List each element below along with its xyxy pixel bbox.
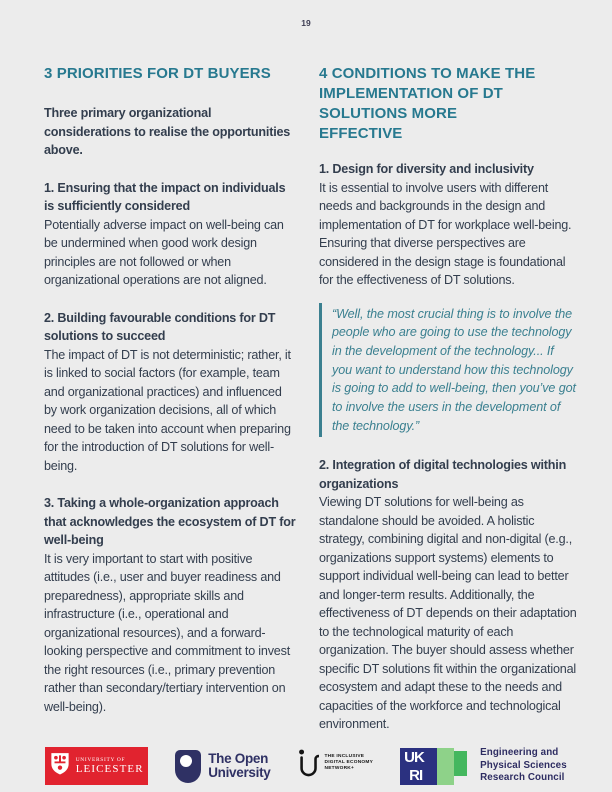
- inclusive-digital-economy-network-logo: [297, 748, 373, 784]
- condition-1-title: 1. Design for diversity and inclusivity: [319, 162, 534, 176]
- priority-3-title: 3. Taking a whole-organization approach that acknowledges the ecosystem of DT for well-being: [44, 496, 296, 547]
- iden-in-glyph-icon: [297, 748, 319, 784]
- leicester-shield-icon: [50, 751, 70, 782]
- partner-logos-bar: [0, 743, 612, 789]
- epsrc-green-bar-dark: [454, 751, 467, 776]
- page-number: 19: [301, 18, 311, 28]
- right-column: [319, 64, 577, 734]
- condition-2-title: 2. Integration of digital technologies within organizations: [319, 458, 567, 491]
- open-university-wordmark: The Open University: [208, 750, 271, 780]
- priority-2-title: 2. Building favourable conditions for DT solutions to succeed: [44, 310, 276, 343]
- university-of-leicester-logo: [45, 747, 148, 785]
- iden-wordmark: THE INCLUSIVE DIGITAL ECONOMY NETWORK+: [324, 754, 374, 771]
- open-university-shield-icon: [175, 750, 201, 783]
- open-university-logo: [175, 750, 270, 783]
- priority-1-body: Potentially adverse impact on well-being can be undermined when good work design principles are not followed or when organizational operations are not aligned.: [44, 217, 284, 287]
- left-column: [44, 64, 297, 734]
- pull-quote: “Well, the most crucial thing is to involve the people who are going to use the technology in the development of the technology... If you want to understand how this technology is going to add to well-being, then you’ve got to involve the users in the development of the technology.”: [319, 303, 577, 438]
- epsrc-green-bar-light: [437, 748, 454, 785]
- priority-1-title: 1. Ensuring that the impact on individuals is sufficiently considered: [44, 180, 286, 213]
- condition-2-body: Viewing DT solutions for well-being as standalone should be avoided. A holistic strategy, combining digital and non-digital (e.g., organizations support systems) elements to support individual well-being can lead to better and longer-term results. Additionally, the effectiveness of DT depends on their adaptation to the technological maturity of each organization. The buyer should assess whether specific DT solutions fit within the organizational ecosystem and adapt these to the needs and capacities of the workforce and technological environment.: [319, 495, 577, 732]
- epsrc-wordmark: Engineering and Physical Sciences Research Council: [480, 747, 567, 784]
- leicester-wordmark: UNIVERSITY OF LEICESTER: [75, 756, 144, 776]
- right-heading: 4 CONDITIONS TO MAKE THE IMPLEMENTATION OF DT SOLUTIONS MORE EFFECTIVE: [319, 65, 536, 142]
- priority-2-body: The impact of DT is not deterministic; rather, it is linked to social factors (for example, team and organizational practices) and influenced by work organization decisions, all of which need to be taken into account when preparing for the introduction of DT solutions for well-being.: [44, 347, 291, 473]
- left-intro: Three primary organizational considerations to realise the opportunities above.: [44, 106, 291, 157]
- condition-1-body: It is essential to involve users with different needs and backgrounds in the design and implementation of DT for workplace well-being. Ensuring that diverse perspectives are considered in the design stage is foundational for the effectiveness of DT solutions.: [319, 180, 572, 287]
- left-heading: 3 PRIORITIES FOR DT BUYERS: [44, 65, 271, 82]
- priority-3-body: It is very important to start with positive attitudes (i.e., user and buyer readiness and preparedness), appropriate skills and infrastructure (i.e., operational and organizational resources), and a forward-looking perspective and commitment to invest the right resources (i.e., primary prevention rather than secondary/tertiary intervention on well-being).: [44, 551, 290, 714]
- ukri-epsrc-logo: [400, 747, 567, 785]
- two-column-layout: [44, 64, 577, 734]
- ukri-mark-icon: UK RI: [400, 748, 437, 785]
